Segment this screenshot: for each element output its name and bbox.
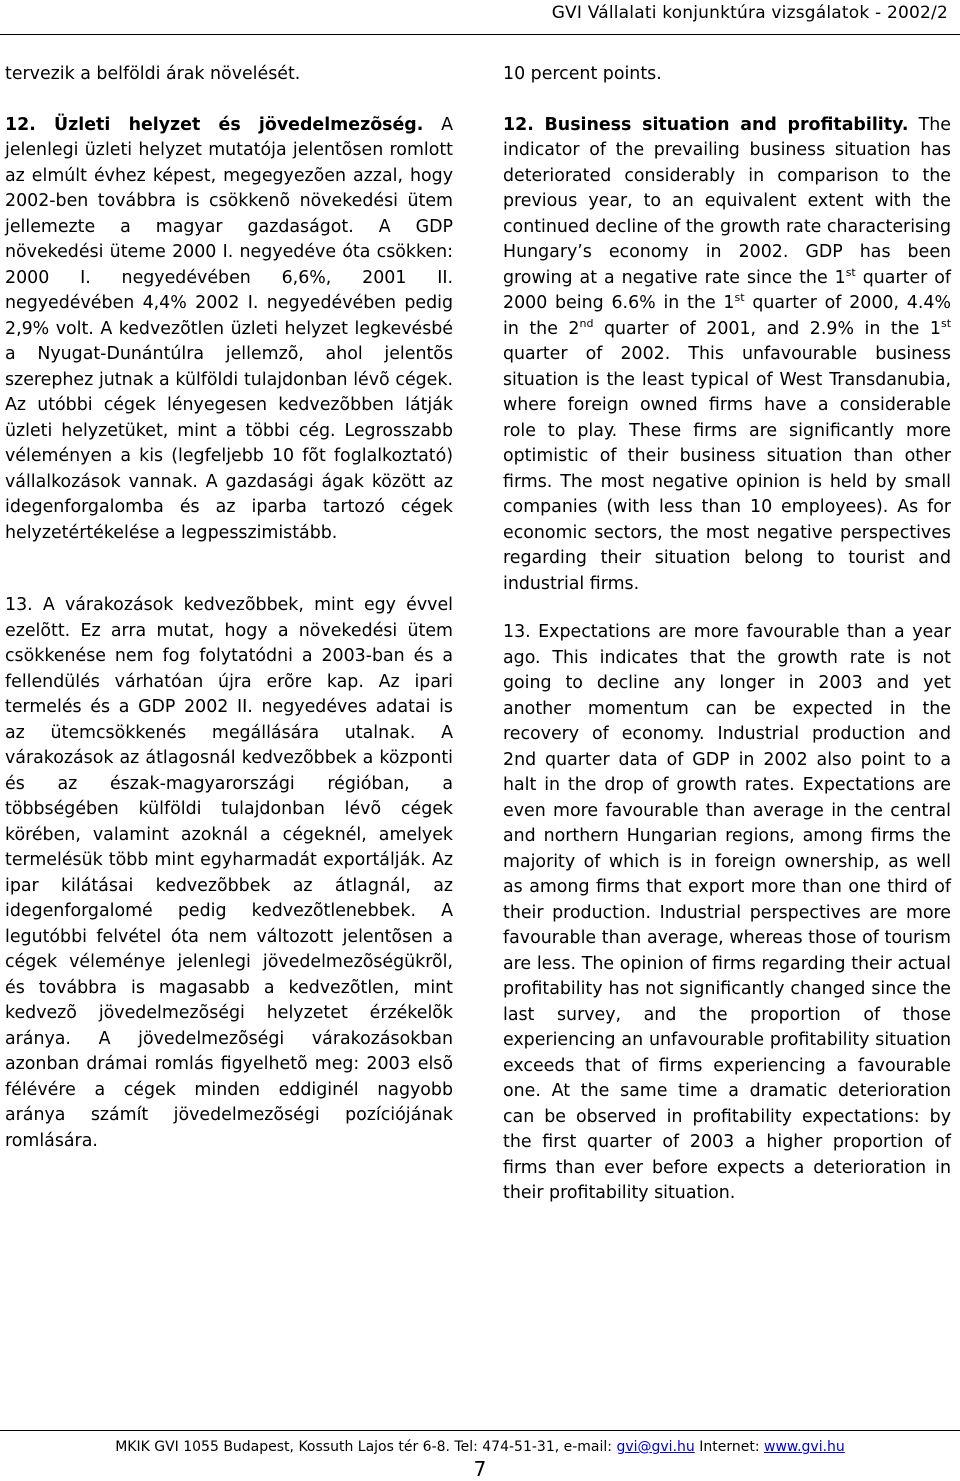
left-section-12-body: A jelenlegi üzleti helyzet mutatója jelentõsen romlott az elmúlt évhez képest, megegyezõen azzal, hogy 2002-ben továbbra is csökkenõ növekedési ütem jellemezte a magyar gazdaságot. A GDP növekedési üteme 2000 I. negyedéve óta csökken: 2000 I. negyedévében 6,6%, 2001 II. negyedévében 4,4% 2002 I. negyedévében pedig 2,9% volt. A kedvezõtlen üzleti helyzet legkevésbé a Nyugat-Dunántúlra jellemzõ, ahol jelentõs szerephez jutnak a külföldi tulajdonban lévõ cégek. Az utóbbi cégek lényegesen kedvezõbben látják üzleti helyzetüket, mint a többi cég. Legrosszabb véleményen a kis (legfeljebb 10 fõt foglalkoztató) vállalkozások vannak. A gazdasági ágak között az idegenforgalomba és az iparba tartozó cégek helyzetértékelése a legpesszimistább. [5, 114, 453, 543]
left-section-13: 13. A várakozások kedvezõbbek, mint egy évvel ezelõtt. Ez arra mutat, hogy a növekedési ütem csökkenése nem fog folytatódni a 2003-ban és a fellendülés várhatóan újra erõre kap. Az ipari termelés és a GDP 2002 II. negyedéves adatai is az ütemcsökkenés megállására utalnak. A várakozások az átlagosnál kedvezõbbek a központi és az észak-magyarországi régióban, a többségében külföldi tulajdonban lévõ cégek körében, valamint azoknál a cégeknél, amelyek termelésük több mint egyharmadát exportálják. Az ipar kilátásai kedvezõbbek az átlagnál, az idegenforgalomé pedig kedvezõtlenebbek. A legutóbbi felvétel óta nem változott jelentõsen a cégek véleménye jelenlegi jövedelmezõségükrõl, és továbbra is magasabb a kedvezõtlen, mint kedvezõ jövedelmezõségi helyzetet érzékelõk aránya. A jövedelmezõségi várakozásokban azonban drámai romlás figyelhetõ meg: 2003 elsõ félévére a cégek minden eddiginél nagyobb aránya számít jövedelmezõségi pozíciójának romlására. [5, 595, 453, 1151]
footer-address: MKIK GVI 1055 Budapest, Kossuth Lajos tér 6-8. Tel: 474-51-31, e-mail: [115, 1439, 617, 1455]
right-section-12-text-d: quarter of 2001, and 2.9% in the 1 [593, 318, 941, 339]
left-section-12 [5, 113, 453, 547]
header-title: GVI Vállalati konjunktúra vizsgálatok - 2002/2 [551, 3, 948, 23]
right-section-12-text-c: quarter of 2000, 4.4% in the 2 [503, 293, 951, 339]
page-number: 7 [473, 1457, 487, 1481]
ordinal-suffix-st: st [940, 316, 952, 330]
right-section-13: 13. Expectations are more favourable than a year ago. This indicates that the growth rate is not going to decline any longer in 2003 and yet another momentum can be expected in the recovery of economy. Industrial production and 2nd quarter data of GDP in 2002 also point to a halt in the drop of growth rates. Expectations are even more favourable than average in the central and northern Hungarian regions, among firms the majority of which is in foreign ownership, as well as among firms that export more than one third of their production. Industrial perspectives are more favourable than average, whereas those of tourism are less. The opinion of firms regarding their actual profitability has not significantly changed since the last survey, and the proportion of those experiencing an unfavourable profitability situation exceeds that of firms experiencing a favourable one. At the same time a dramatic deterioration can be observed in profitability expectations: by the first quarter of 2003 a higher proportion of firms than ever before expects a deterioration in their profitability situation. [503, 622, 951, 1203]
ordinal-suffix-st: st [734, 291, 745, 304]
right-section-12-text-a: The indicator of the prevailing business situation has deteriorated considerably in comparison to the previous year, to an equivalent extent with the continued decline of the growth rate characterising Hungary’s economy in 2002. GDP has been growing at a negative rate since the 1 [503, 114, 952, 288]
right-section-12-text-b: quarter of 2000 being 6.6% in the 1 [503, 267, 951, 313]
footer-email-link[interactable]: gvi@gvi.hu [616, 1439, 695, 1455]
page-footer [0, 1430, 960, 1481]
footer-website-link[interactable]: www.gvi.hu [764, 1439, 845, 1455]
left-intro-line: tervezik a belföldi árak növelését. [5, 64, 301, 84]
right-intro-line: 10 percent points. [503, 64, 662, 84]
hungarian-column [5, 62, 453, 1154]
right-section-12-heading: 12. Business situation and profitability. [503, 114, 909, 135]
right-section-12-text-e: quarter of 2002. This unfavourable business situation is the least typical of West Transdanubia, where foreign owned firms have a considerable role to play. These firms are significantly more optimistic of their business situation than other firms. The most negative opinion is held by small companies (with less than 10 employees). As for economic sectors, the most negative perspectives regarding their situation belong to tourist and industrial firms. [503, 344, 951, 594]
left-section-12-heading: 12. Üzleti helyzet és jövedelmezõség. [5, 114, 424, 135]
right-section-12 [503, 113, 951, 598]
footer-contact [0, 1439, 960, 1455]
footer-internet-label: Internet: [694, 1439, 764, 1455]
page-header [0, 0, 960, 35]
ordinal-suffix-nd: nd [579, 316, 594, 330]
ordinal-suffix-st: st [845, 265, 856, 279]
english-column [503, 62, 951, 1207]
